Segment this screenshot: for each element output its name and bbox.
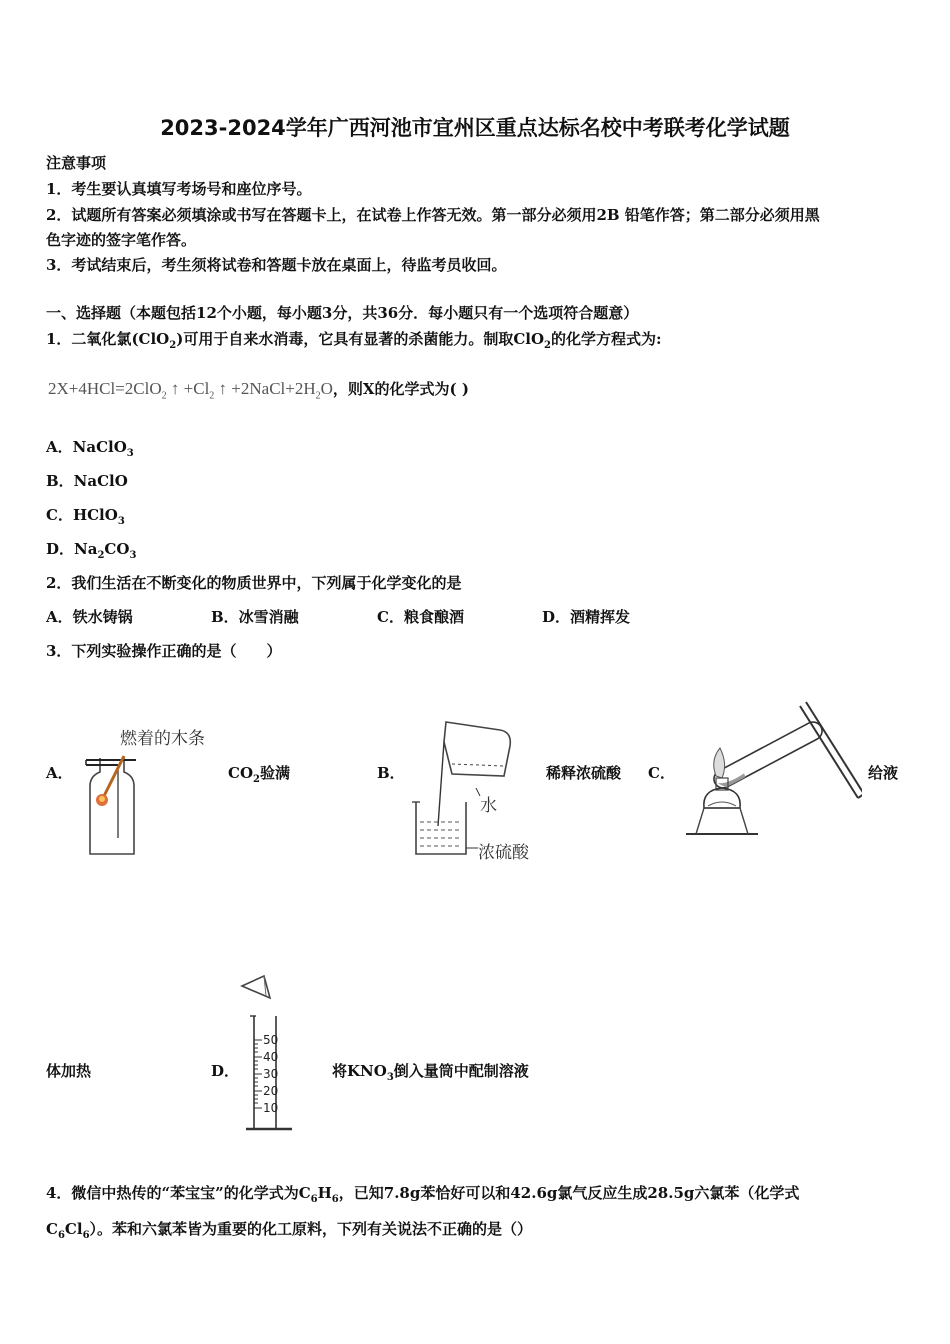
notice-item-3: 3．考试结束后，考生须将试卷和答题卡放在桌面上，待监考员收回。: [46, 256, 507, 274]
q3-option-c-caption-1: 给液: [868, 764, 899, 782]
q3-b-label-acid: 浓硫酸: [478, 843, 529, 863]
q2-option-c[interactable]: C．粮食酿酒: [377, 608, 464, 626]
q3-option-b-letter[interactable]: B．: [377, 764, 405, 782]
q2-option-a[interactable]: A．铁水铸锅: [46, 608, 133, 626]
cyl-tick-50: 50: [263, 1033, 279, 1047]
q3-option-b-caption: 稀释浓硫酸: [546, 764, 622, 782]
chemical-equation: 2X+4HCl=2ClO$_2$ ↑ $+Cl_2$ ↑ $+2NaCl+2H_2O$: [48, 379, 333, 402]
q4-stem-line1: 4．微信中热传的“苯宝宝”的化学式为$C_6H_6$，已知7.8g苯恰好可以和42.6g氯气反应生成28.5g六氯苯（化学式: [46, 1184, 800, 1205]
q1-equation-line: [48, 378, 469, 401]
q3-a-figure-label: 燃着的木条: [120, 729, 205, 749]
q3-option-c-letter[interactable]: C．: [648, 764, 675, 782]
q3-b-label-water: 水: [480, 796, 497, 816]
gas-bottle-diagram: [78, 752, 158, 858]
q1-option-a[interactable]: A．NaClO$_3$: [46, 438, 134, 459]
graduated-cylinder-diagram: [236, 972, 300, 1136]
q2-option-d[interactable]: D．酒精挥发: [542, 608, 631, 626]
cyl-tick-30: 30: [263, 1067, 279, 1081]
q1-option-b[interactable]: B．NaClO: [46, 472, 128, 490]
q3-option-a-letter[interactable]: A．: [46, 764, 73, 782]
page-title: 2023-2024学年广西河池市宜州区重点达标名校中考联考化学试题: [160, 116, 790, 140]
q2-stem: 2．我们生活在不断变化的物质世界中，下列属于化学变化的是: [46, 574, 462, 592]
section-heading: 一、选择题（本题包括12个小题，每小题3分，共36分．每小题只有一个选项符合题意）: [46, 304, 639, 322]
cyl-tick-10: 10: [263, 1101, 279, 1115]
q3-option-c-caption-2: 体加热: [46, 1062, 92, 1080]
cyl-tick-20: 20: [263, 1084, 279, 1098]
q3-stem: 3．下列实验操作正确的是（ ）: [46, 642, 282, 660]
q1-option-c[interactable]: C．HClO$_3$: [46, 506, 125, 527]
notice-item-1: 1．考生要认真填写考场号和座位序号。: [46, 180, 312, 198]
q3-option-d-caption: 将$KNO_3$倒入量筒中配制溶液: [332, 1062, 529, 1083]
q1-stem: 1．二氧化氯(ClO$_2$)可用于自来水消毒，它具有显著的杀菌能力。制取ClO$_2$的化学方程式为:: [46, 330, 662, 351]
q2-option-b[interactable]: B．冰雪消融: [211, 608, 299, 626]
q3-option-a-caption: $CO_2$验满: [228, 764, 290, 785]
notice-item-2: 2．试题所有答案必须填涂或书写在答题卡上，在试卷上作答无效。第一部分必须用2B 铅笔作答；第二部分必须用黑: [46, 206, 820, 224]
notice-heading: 注意事项: [46, 154, 107, 172]
liquid-heating-diagram: [682, 680, 862, 840]
q3-option-d-letter[interactable]: D．: [211, 1062, 240, 1080]
notice-item-2-cont: 色字迹的签字笔作答。: [46, 231, 197, 249]
cyl-tick-40: 40: [263, 1050, 279, 1064]
q4-stem-line2: $C_6Cl_6$）。苯和六氯苯皆为重要的化工原料，下列有关说法不正确的是（）: [46, 1220, 533, 1241]
q1-option-d[interactable]: D．$Na_2CO_3$: [46, 540, 137, 561]
q1-tail: ，则X的化学式为( ): [332, 380, 469, 398]
